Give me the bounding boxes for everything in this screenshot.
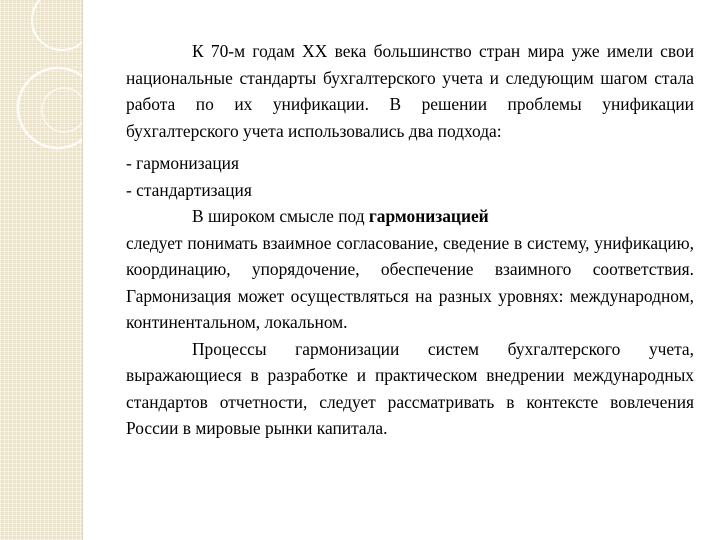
list-item-harmonization: - гармонизация [126,153,239,173]
paragraph-harmonization-definition [126,203,694,336]
paragraph-unification: К 70-м годам XX века большинство стран мира уже имели свои национальные стандарты бухгалтерского учета и следующим шагом стала работа по их унификации. В решении проблемы унификации бухгалтерского учета использовались два подхода: [126,41,694,141]
circle-ornament-icon [0,0,82,540]
decorative-sidebar [0,0,82,540]
sidebar-divider [82,0,83,540]
definition-intro: В широком смысле под [192,206,369,226]
paragraph-harmonization-processes: Процессы гармонизации систем бухгалтерского учета, выражающиеся в разработке и практическом внедрении международных стандартов отчетности, следует рассматривать в контексте вовлечения России в мировые рынки капитала. [126,338,694,438]
slide-body [126,38,694,442]
definition-term: гармонизацией [368,206,489,226]
definition-text: следует понимать взаимное согласование, сведение в систему, унификацию, координацию, упорядочение, обеспечение взаимного соответствия. Гармонизация может осуществляться на разных уровнях: международном, континентальном, локальном. [126,232,694,332]
list-item-standardization: - стандартизация [126,179,252,200]
